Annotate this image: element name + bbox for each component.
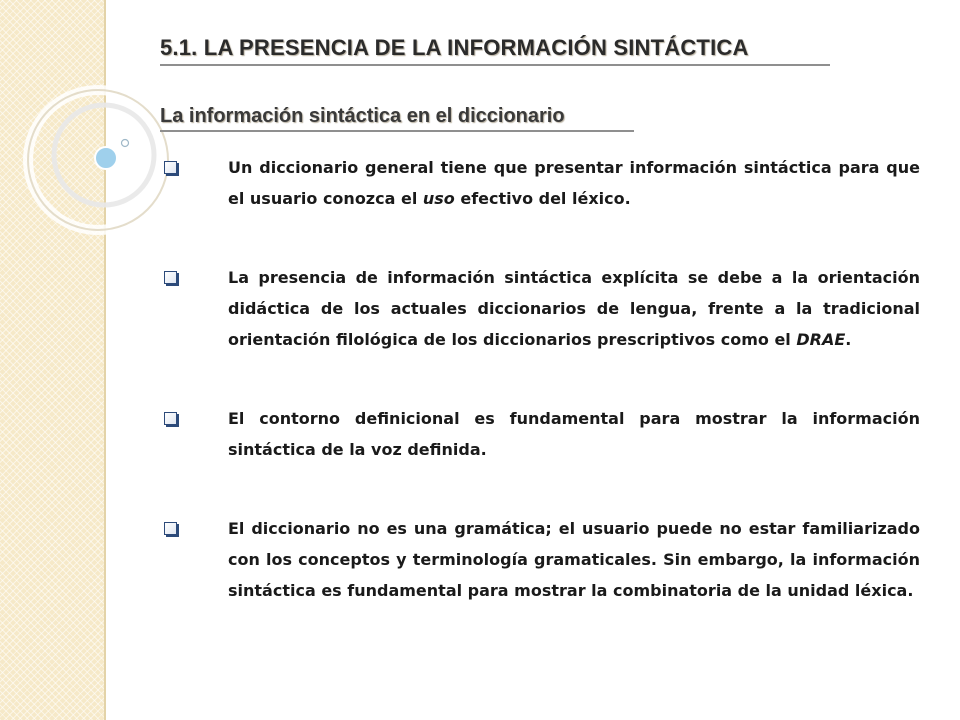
bullet-text: Un diccionario general tiene que presentar información sintáctica para que el usuario conozca el uso efectivo del léxico. [228, 158, 920, 208]
blue-dot [95, 147, 117, 169]
square-bullet-icon [164, 271, 177, 284]
square-bullet-icon [164, 161, 177, 174]
bullet-item [160, 152, 920, 214]
bullet-text: El contorno definicional es fundamental para mostrar la información sintáctica de la voz definida. [228, 409, 920, 459]
bullet-text: El diccionario no es una gramática; el usuario puede no estar familiarizado con los conceptos y terminología gramaticales. Sin embargo, la información sintáctica es fundamental para mostrar la combinatoria de la unidad léxica. [228, 519, 920, 600]
bullet-item [160, 513, 920, 606]
page-title: 5.1. LA PRESENCIA DE LA INFORMACIÓN SINTÁCTICA [160, 35, 749, 60]
title-underline [160, 64, 830, 66]
bullet-item [160, 403, 920, 465]
page-subtitle: La información sintáctica en el diccionario [160, 105, 565, 127]
bullet-item [160, 262, 920, 355]
bullet-text: La presencia de información sintáctica explícita se debe a la orientación didáctica de los actuales diccionarios de lengua, frente a la tradicional orientación filológica de los diccionarios prescriptivos como el DRAE. [228, 268, 920, 349]
tiny-dot [122, 140, 129, 147]
square-bullet-icon [164, 522, 177, 535]
emphasis-text: uso [422, 189, 455, 208]
subtitle-underline [160, 130, 634, 132]
bullet-list [160, 152, 920, 654]
square-bullet-icon [164, 412, 177, 425]
emphasis-text: DRAE [796, 330, 846, 349]
